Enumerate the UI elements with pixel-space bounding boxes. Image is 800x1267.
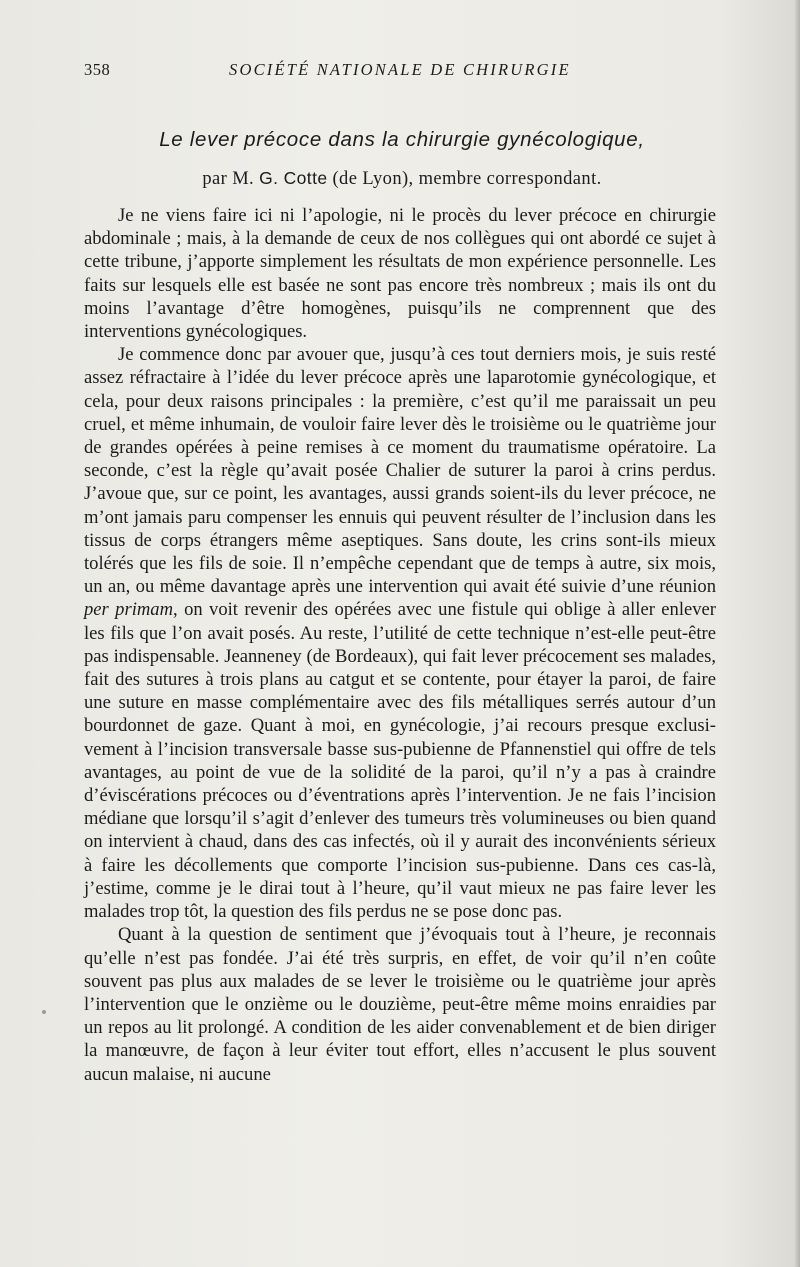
paragraph-3: Quant à la question de sentiment que j’évoquais tout à l’heure, je reconnais qu’elle n’est pas fondée. J’ai été très surpris, en effet, de voir qu’il n’en coûte souvent pas plus aux malades de se lever le troisième ou le quatrième jour après l’intervention que le onzième ou le douzième, peut-être même moins enraidies par un repos au lit prolongé. A condition de les aider convenablement et de bien diriger la manœuvre, de façon à leur éviter tout effort, elles n’accusent le plus souvent aucun malaise, ni aucune <box>84 924 716 1085</box>
author-name: G. Cotte <box>259 168 328 188</box>
margin-fleck <box>42 1010 46 1014</box>
byline <box>84 168 720 190</box>
page-edge-shadow <box>794 0 800 1267</box>
latin-phrase: per primam <box>84 599 174 621</box>
journal-title: SOCIÉTÉ NATIONALE DE CHIRURGIE <box>229 60 571 79</box>
article-title: Le lever précoce dans la chirurgie gynécologique, <box>159 128 645 151</box>
paragraph-2-part-1: Je commence donc par avouer que, jusqu’à ces tout derniers mois, je suis resté assez réfractaire à l’idée du lever précoce après une laparotomie gynécologique, et cela, pour deux raisons principales : la première, c’est qu’il me paraissait un peu cruel, et même inhumain, de vouloir faire lever dès le troisième ou le quatrième jour de grandes opérées à peine remises à ce moment du traumatisme opératoire. La seconde, c’est la règle qu’avait posée Chalier de suturer la paroi à crins perdus. J’avoue que, sur ce point, les avantages, aussi grands soient-ils du lever précoce, ne m’ont jamais paru compenser les ennuis qui peuvent résulter de l’inclusion dans les tissus de corps étrangers même aseptiques. Sans doute, les crins sont-ils mieux tolérés que les fils de soie. Il n’empêche cependant que de temps à autre, six mois, un an, ou même davantage après une intervention qui avait été suivie d’une réunion <box>84 344 716 598</box>
paragraph-1: Je ne viens faire ici ni l’apologie, ni le procès du lever précoce en chirurgie abdominale ; mais, à la demande de ceux de nos collègues qui ont abordé ce sujet à cette tribune, j’apporte simplement les résultats de mon expérience personnelle. Les faits sur lesquels elle est basée ne sont pas encore très nombreux ; mais ils ont du moins l’avantage d’être homogènes, puisqu’ils ne comprennent que des interventions gynécologiques. <box>84 205 716 343</box>
byline-prefix: par M. <box>202 169 260 189</box>
running-head <box>84 60 720 84</box>
page-number: 358 <box>84 60 111 79</box>
byline-suffix: (de Lyon), membre correspondant. <box>327 169 602 189</box>
paragraph-2 <box>84 343 716 923</box>
article-body <box>84 204 716 1086</box>
paragraph-2-part-2: , on voit revenir des opérées avec une fistule qui oblige à aller enlever les fils que l’on avait posés. Au reste, l’utilité de cette technique n’est-elle peut-être pas indispensable. Jeanneney (de Bordeaux), qui fait lever précocement ses malades, fait des sutures à trois plans au catgut et se contente, pour étayer la paroi, de faire une suture en masse complémentaire avec des fils métalliques serrés autour d’un bourdonnet de gaze. Quant à moi, en gynécologie, j’ai recours presque exclusivement à l’incision transversale basse sus-pubienne de Pfannenstiel qui offre de tels avantages, au point de vue de la solidité de la paroi, qu’il n’y a pas à craindre d’éviscérations précoces ou d’éventrations après l’intervention. Je ne fais l’incision médiane que lorsqu’il s’agit d’enlever des tumeurs très volumineuses ou bien quand on intervient à chaud, dans des cas infectés, où il y aurait des inconvénients sérieux à faire les décollements que comporte l’incision sus-pubienne. Dans ces cas-là, j’estime, comme je le dirai tout à l’heure, qu’il vaut mieux ne pas faire lever les malades trop tôt, la question des fils perdus ne se pose donc pas. <box>84 599 716 923</box>
